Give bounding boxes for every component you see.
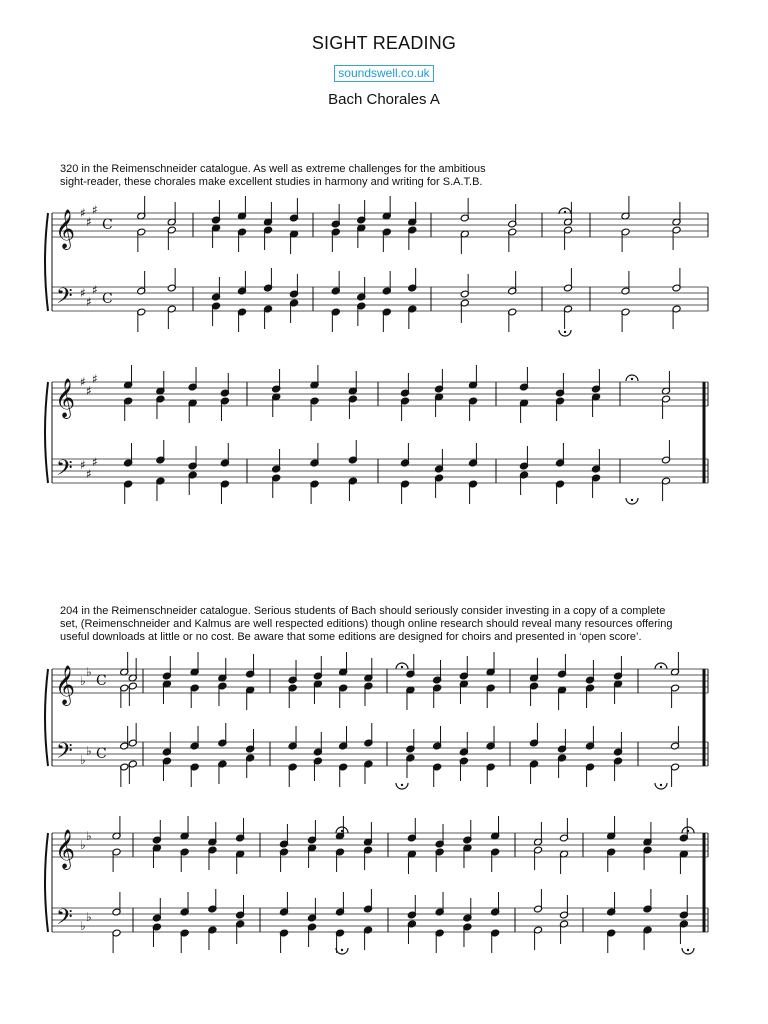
treble-clef: 𝄞 [55,829,76,869]
description-line: set, (Reimenschneider and Kalmus are well respected editions) though online research should reveal many resources offering [60,618,673,630]
brace [45,833,48,932]
key-signature-accidental: ♯ [86,467,92,481]
brace [45,382,48,483]
key-signature-accidental: ♭ [80,838,86,852]
description-line: sight-reader, these chorales make excellent studies in harmony and writing for S.A.T.B. [60,176,483,188]
time-signature: C [102,291,113,307]
description-line: 204 in the Reimenschneider catalogue. Serious students of Bach should seriously consider investing in a copy of a complete [60,605,666,617]
page-subtitle: Bach Chorales A [328,91,440,108]
description-line: useful downloads at little or no cost. Be aware that some editions are designed for choirs and presented in ‘open score’. [60,631,642,643]
key-signature-accidental: ♯ [80,375,86,389]
key-signature-accidental: ♯ [86,384,92,398]
fermata-dot [341,830,343,832]
fermata-dot [687,830,689,832]
key-signature-accidental: ♭ [86,910,92,924]
fermata-dot [401,784,403,786]
key-signature-accidental: ♯ [92,283,98,297]
site-link[interactable]: soundswell.co.uk [334,65,433,82]
fermata-dot [341,949,343,951]
fermata-dot [631,378,633,380]
time-signature: C [96,673,107,689]
bass-clef: 𝄢 [56,905,73,935]
bass-clef: 𝄢 [56,456,73,486]
key-signature-accidental: ♭ [86,744,92,758]
fermata-dot [564,211,566,213]
description-line: 320 in the Reimenschneider catalogue. As well as extreme challenges for the ambitious [60,163,486,175]
key-signature-accidental: ♯ [80,286,86,300]
key-signature-accidental: ♯ [92,455,98,469]
key-signature-accidental: ♭ [80,674,86,688]
treble-clef: 𝄞 [55,378,76,418]
brace [45,213,48,311]
fermata-dot [401,666,403,668]
key-signature-accidental: ♯ [86,295,92,309]
fermata-dot [660,784,662,786]
time-signature: C [96,746,107,762]
page-title: SIGHT READING [311,33,457,53]
key-signature-accidental: ♭ [80,753,86,767]
fermata-dot [660,666,662,668]
key-signature-accidental: ♯ [92,372,98,386]
key-signature-accidental: ♭ [86,665,92,679]
fermata-dot [564,331,566,333]
key-signature-accidental: ♭ [86,829,92,843]
key-signature-accidental: ♯ [92,203,98,217]
fermata-dot [631,499,633,501]
bass-clef: 𝄢 [56,739,73,769]
treble-clef: 𝄞 [55,209,76,249]
treble-clef: 𝄞 [55,665,76,705]
key-signature-accidental: ♯ [80,206,86,220]
bass-clef: 𝄢 [56,284,73,314]
brace [45,669,48,766]
time-signature: C [102,217,113,233]
key-signature-accidental: ♯ [80,458,86,472]
key-signature-accidental: ♭ [80,919,86,933]
key-signature-accidental: ♯ [86,215,92,229]
fermata-dot [687,949,689,951]
